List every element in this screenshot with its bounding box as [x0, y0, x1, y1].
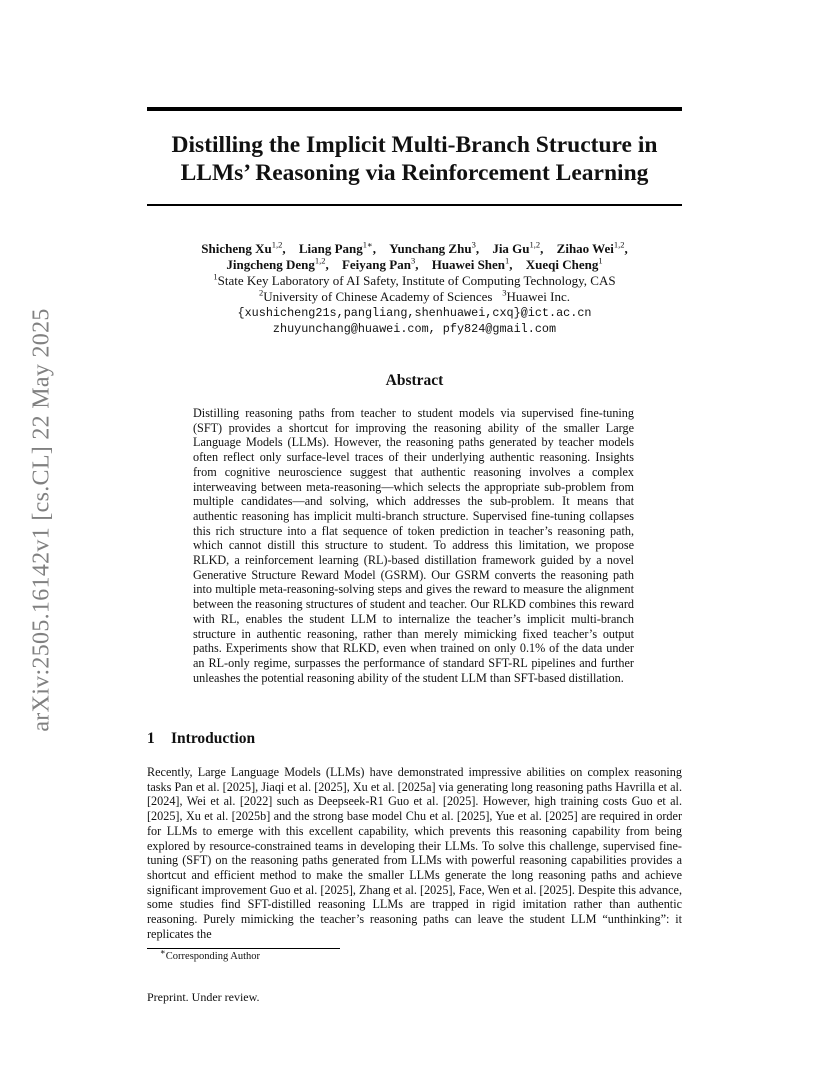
- author-name: Yunchang Zhu$^3$,: [389, 239, 480, 256]
- preprint-note: Preprint. Under review.: [147, 990, 260, 1004]
- affiliation-1: $^1$State Key Laboratory of AI Safety, Institute of Computing Technology, CAS: [213, 271, 616, 288]
- author-name: Zihao Wei$^{1,2}$,: [556, 239, 628, 256]
- section-number: 1: [147, 730, 155, 747]
- paper-title: [147, 131, 682, 187]
- abstract-heading: Abstract: [385, 372, 444, 389]
- title-line-1: Distilling the Implicit Multi-Branch Structure in: [171, 132, 658, 158]
- author-name: Jingcheng Deng$^{1,2}$,: [226, 255, 329, 272]
- section-heading-introduction: [147, 730, 255, 748]
- author-name: Shicheng Xu$^{1,2}$,: [201, 239, 286, 256]
- abstract-text: Distilling reasoning paths from teacher to student models via supervised fine-tuning (SFT) provides a shortcut for improving the reasoning ability of the smaller Large Language Models (LLMs). However, the reasoning paths generated by teacher models often reflect only surface-level traces of their underlying authentic reasoning. Insights from cognitive neuroscience suggest that authentic reasoning involves a complex interweaving between meta-reasoning—which selects the appropriate sub-problem from multiple candidates—and solving, which addresses the sub-problem. It means that authentic reasoning has implicit multi-branch structure. Supervised fine-tuning collapses this rich structure into a flat sequence of token prediction in teacher’s reasoning path, which cannot distill this structure to student. To address this limitation, we propose RLKD, a reinforcement learning (RL)-based distillation framework guided by a novel Generative Structure Reward Model (GSRM). Our GSRM converts the reasoning path into multiple meta-reasoning-solving steps and gives the reward to measure the alignment between the reasoning structures of student and teacher. Our RLKD combines this reward with RL, enables the student LLM to internalize the teacher’s implicit multi-branch structure in authentic reasoning, rather than merely mimicking fixed teacher’s output paths. Experiments show that RLKD, even when trained on only 0.1% of the data under an RL-only regime, surpasses the performance of standard SFT-RL pipelines and further unleashes the potential reasoning ability of the student LLM than SFT-based distillation.: [193, 406, 634, 685]
- author-name: Huawei Shen$^1$,: [431, 255, 513, 272]
- email-line-1[interactable]: {xushicheng21s,pangliang,shenhuawei,cxq}@ict.ac.cn: [237, 306, 592, 320]
- author-row-1: [147, 241, 682, 257]
- author-block: [147, 241, 682, 337]
- affiliation-2: $^2$University of Chinese Academy of Sciences $^3$Huawei Inc.: [258, 287, 571, 304]
- footnote-mark: ∗: [160, 946, 166, 957]
- footnote: ∗Corresponding Author: [160, 946, 260, 962]
- author-name: Liang Pang$^{1∗}$,: [298, 239, 377, 256]
- author-name: Jia Gu$^{1,2}$,: [492, 239, 544, 256]
- section-title: Introduction: [171, 730, 256, 747]
- email-line-2[interactable]: zhuyunchang@huawei.com, pfy824@gmail.com: [272, 322, 557, 336]
- footnote-rule: [147, 948, 340, 949]
- author-name: Feiyang Pan$^3$,: [341, 255, 419, 272]
- title-line-2: LLMs’ Reasoning via Reinforcement Learning: [180, 160, 649, 186]
- arxiv-stamp: arXiv:2505.16142v1 [cs.CL] 22 May 2025: [28, 308, 55, 732]
- title-top-rule: [147, 107, 682, 111]
- introduction-paragraph: Recently, Large Language Models (LLMs) have demonstrated impressive abilities on complex reasoning tasks Pan et al. [2025], Jiaqi et al. [2025], Xu et al. [2025a] via generating long reasoning paths Havrilla et al. [2024], Wei et al. [2022] such as Deepseek-R1 Guo et al. [2025]. However, high training costs Guo et al. [2025], Xu et al. [2025b] and the strong base model Chu et al. [2025], Yue et al. [2025] are required in order for LLMs to emerge with this excellent capability, which prevents this reasoning capability from being explored by resource-constrained teams in developing their LLMs. To solve this challenge, supervised fine-tuning (SFT) on the reasoning paths generated from LLMs with powerful reasoning capabilities provides a shortcut and efficient method to make the smaller LLMs generate the long reasoning paths and achieve significant improvement Guo et al. [2025], Zhang et al. [2025], Face, Wen et al. [2025]. Despite this advance, some studies find SFT-distilled reasoning LLMs are trapped in rigid imitation rather than authentic reasoning. Purely mimicking the teacher’s reasoning paths can leave the student LLM “unthinking”: it replicates the: [147, 765, 682, 941]
- author-name: Xueqi Cheng$^1$: [525, 255, 603, 272]
- title-bottom-rule: [147, 204, 682, 206]
- author-row-2: [147, 257, 682, 273]
